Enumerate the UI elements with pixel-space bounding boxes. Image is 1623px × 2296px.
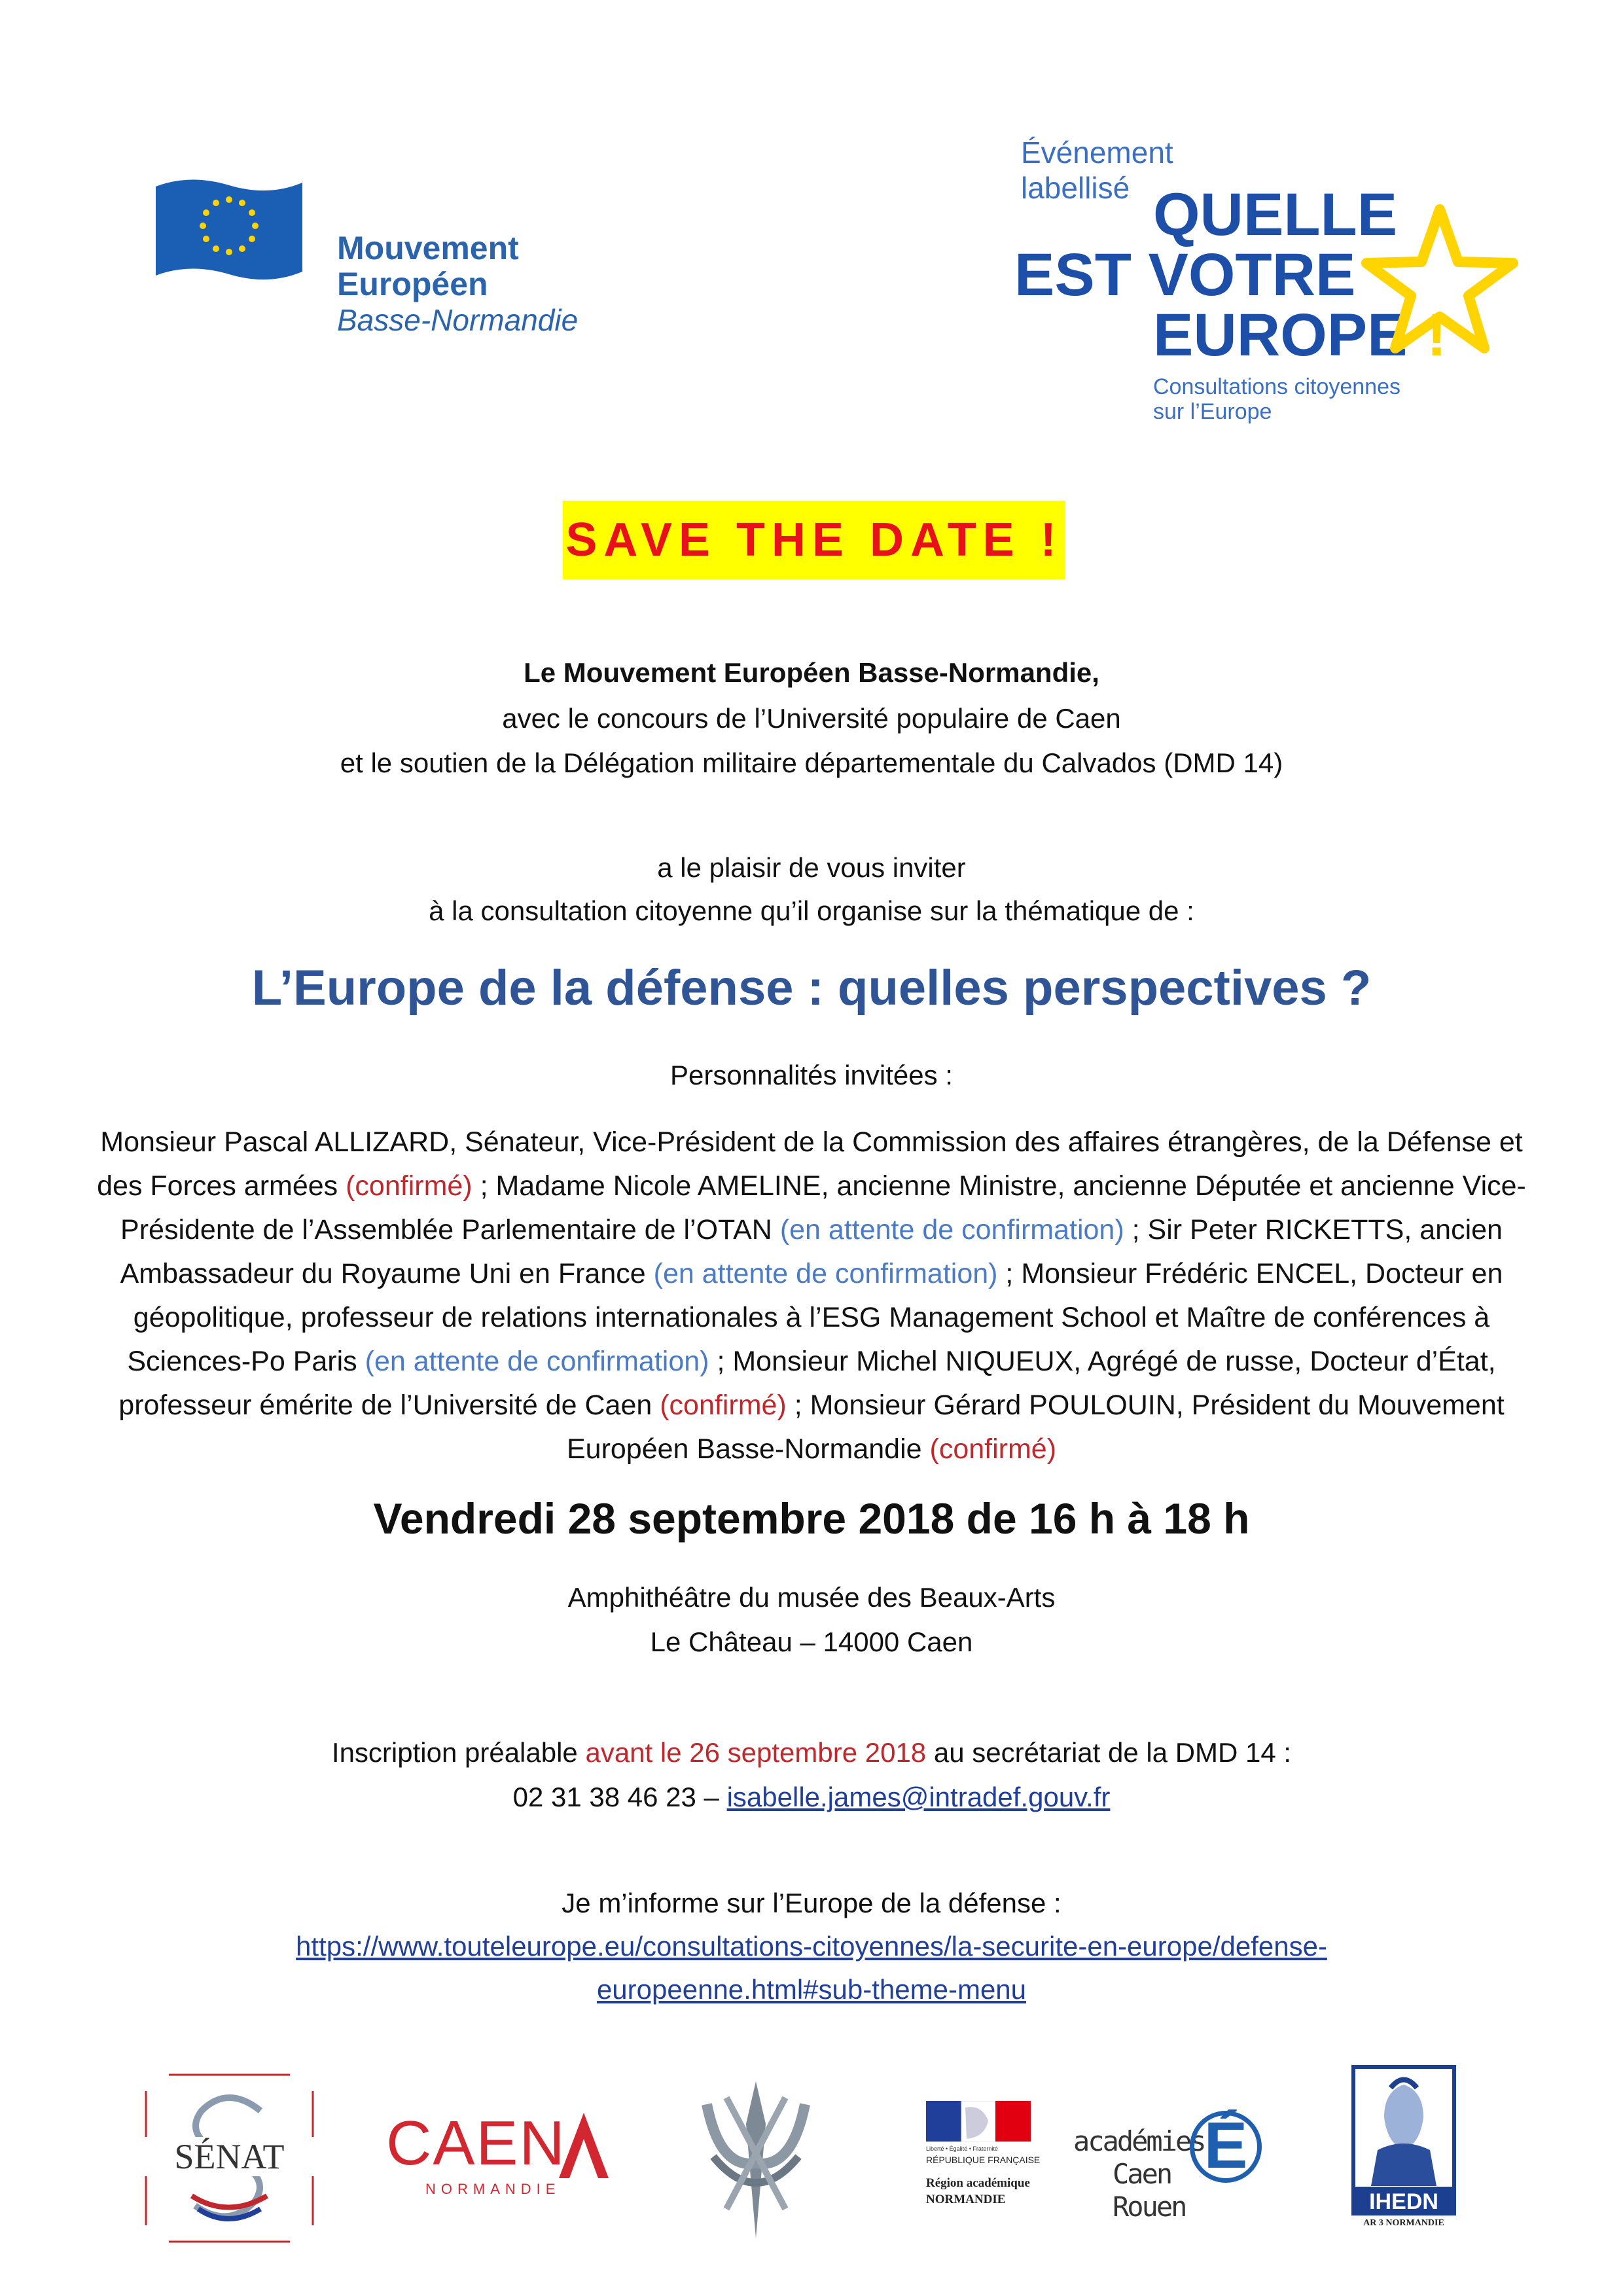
save-the-date-text: SAVE THE DATE ! (565, 514, 1063, 566)
logo-consultations: Consultations citoyennes (1153, 374, 1401, 399)
region-label: Région académique (926, 2176, 1030, 2190)
guest-5-status: (confirmé) (660, 1390, 787, 1421)
intro-line2: avec le concours de l’Université populaire de Caen (502, 703, 1121, 734)
guest-1-status: (confirmé) (346, 1170, 473, 1202)
logo-line-mouvement: Mouvement (337, 230, 519, 266)
theme-title: L’Europe de la défense : quelles perspectives ? (251, 960, 1372, 1016)
logo-line-europeen: Européen (337, 266, 488, 302)
logo-sur-europe: sur l’Europe (1153, 399, 1272, 424)
venue-line1: Amphithéâtre du musée des Beaux-Arts (567, 1582, 1056, 1613)
ihedn-sub-text: AR 3 NORMANDIE (1363, 2218, 1444, 2228)
guest-6: ; Monsieur Gérard POULOUIN, Président du Mouvement Européen Basse-Normandie (566, 1390, 1505, 1465)
logo-est-votre: EST VOTRE (1014, 242, 1356, 308)
intro-org: Le Mouvement Européen Basse-Normandie, (524, 657, 1099, 688)
academies-rouen: Rouen (1113, 2191, 1186, 2223)
region-name: NORMANDIE (926, 2193, 1006, 2206)
ihedn-text: IHEDN (1369, 2189, 1438, 2214)
guest-4: ; Monsieur Frédéric ENCEL, Docteur en géopolitique, professeur de relations internationales à l’ESG Management School et Maître de conférences à Sciences-Po Paris (127, 1258, 1503, 1377)
intro-line3: et le soutien de la Délégation militaire départementale du Calvados (DMD 14) (340, 747, 1283, 778)
academies-caen: Caen (1113, 2158, 1171, 2190)
military-anchor-icon (694, 2078, 818, 2242)
venue-line2: Le Château – 14000 Caen (650, 1626, 973, 1657)
guest-2: ; Madame Nicole AMELINE, ancienne Ministre, ancienne Députée et ancienne Vice-Présidente de l’Assemblée Parlementaire de l’OTAN (120, 1170, 1526, 1246)
contact-line (0, 1776, 1623, 1819)
logo-quelle: QUELLE (1153, 181, 1398, 248)
invite-line1: a le plaisir de vous inviter (657, 852, 966, 883)
caen-a-icon (558, 2113, 610, 2178)
academies-text: académies (1073, 2125, 1205, 2157)
guest-3-status: (en attente de confirmation) (653, 1258, 998, 1289)
military-emblem-logo (694, 2078, 818, 2242)
guest-2-status: (en attente de confirmation) (779, 1214, 1124, 1246)
region-republique: RÉPUBLIQUE FRANÇAISE (926, 2155, 1041, 2165)
senat-logo (143, 2072, 316, 2245)
logo-line-basse-normandie: Basse-Normandie (337, 303, 579, 337)
invite-line2: à la consultation citoyenne qu’il organise sur la thématique de : (429, 895, 1194, 926)
guest-6-status: (confirmé) (929, 1433, 1057, 1465)
logo-europe: EUROPE (1153, 302, 1408, 368)
caen-normandie-logo (386, 2108, 615, 2206)
info-link-block (0, 1925, 1623, 2011)
region-motto: Liberté • Égalité • Fraternité (926, 2145, 998, 2152)
save-the-date-banner (563, 501, 1065, 579)
guest-4-status: (en attente de confirmation) (365, 1346, 709, 1377)
event-date: Vendredi 28 septembre 2018 de 16 h à 18 h (373, 1494, 1250, 1543)
eu-flag-icon (151, 173, 308, 285)
academies-e-letter: É (1204, 2109, 1248, 2182)
info-url-line2[interactable]: europeenne.html#sub-theme-menu (596, 1974, 1027, 2005)
registration-deadline: avant le 26 septembre 2018 (585, 1737, 927, 1768)
marianne-flag-icon (926, 2101, 1031, 2142)
contact-phone: 02 31 38 46 23 – (512, 1782, 727, 1812)
info-heading: Je m’informe sur l’Europe de la défense : (562, 1888, 1061, 1918)
guests-heading: Personnalités invitées : (670, 1060, 953, 1090)
registration-pre: Inscription préalable (331, 1737, 586, 1768)
region-academique-logo (926, 2101, 1057, 2225)
guests-paragraph (92, 1121, 1531, 1471)
logo-labellise: labellisé (1021, 171, 1130, 205)
mouvement-europeen-logo (151, 167, 635, 363)
info-url-line1[interactable]: https://www.touteleurope.eu/consultations-citoyennes/la-securite-en-europe/defense- (296, 1931, 1327, 1962)
ihedn-logo (1351, 2065, 1459, 2261)
logo-exclamation: ! (1427, 302, 1447, 368)
contact-email-link[interactable]: isabelle.james@intradef.gouv.fr (726, 1782, 1111, 1812)
senat-text: SÉNAT (143, 2137, 316, 2176)
registration-post: au secrétariat de la DMD 14 : (926, 1737, 1292, 1768)
guest-3: ; Sir Peter RICKETTS, ancien Ambassadeur du Royaume Uni en France (120, 1214, 1503, 1289)
quelle-est-votre-europe-logo (1014, 131, 1525, 439)
caen-sub-text: NORMANDIE (425, 2181, 561, 2197)
caen-text: CAEN (386, 2108, 566, 2178)
academies-logo (1073, 2078, 1257, 2235)
guest-5: ; Monsieur Michel NIQUEUX, Agrégé de russe, Docteur d’État, professeur émérite de l’Université de Caen (118, 1346, 1496, 1421)
guest-1: Monsieur Pascal ALLIZARD, Sénateur, Vice-Président de la Commission des affaires étrangères, de la Défense et des Forces armées (97, 1126, 1523, 1202)
registration-line (0, 1731, 1623, 1774)
logo-evenement: Événement (1021, 135, 1173, 170)
